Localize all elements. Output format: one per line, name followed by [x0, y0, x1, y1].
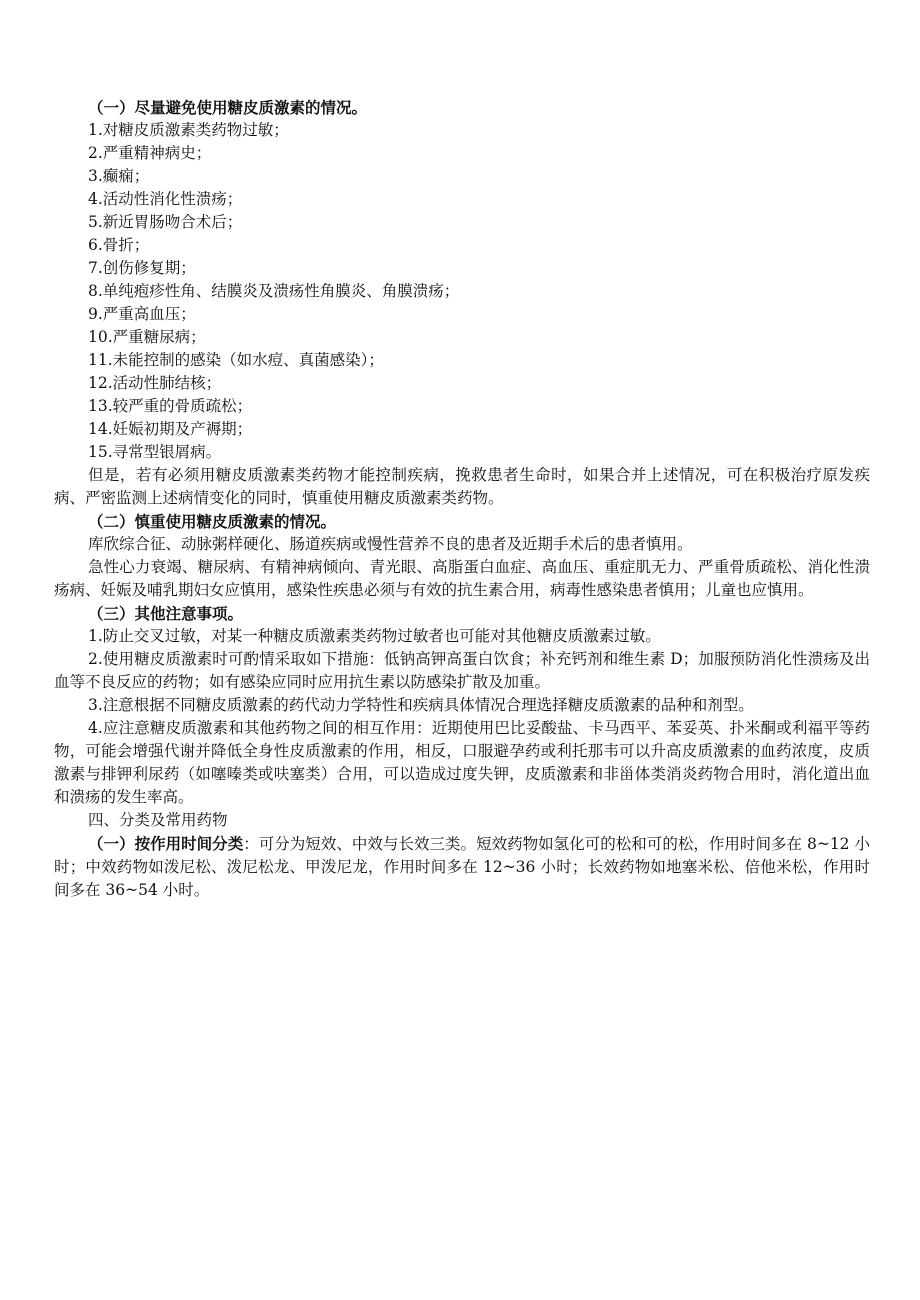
- list-item: 10.严重糖尿病；: [88, 328, 206, 346]
- list-item: 13.较严重的骨质疏松；: [88, 397, 253, 415]
- section3-paragraph: 3.注意根据不同糖皮质激素的药代动力学特性和疾病具体情况合理选择糖皮质激素的品种和剂型。: [88, 696, 754, 714]
- list-item: 4.活动性消化性溃疡；: [88, 190, 243, 208]
- section3-paragraph: 1.防止交叉过敏，对某一种糖皮质激素类药物过敏者也可能对其他糖皮质激素过敏。: [88, 627, 661, 645]
- list-item: 9.严重高血压；: [88, 305, 196, 323]
- section2-paragraph: 库欣综合征、动脉粥样硬化、肠道疾病或慢性营养不良的患者及近期手术后的患者慎用。: [88, 535, 693, 553]
- list-item: 1.对糖皮质激素类药物过敏；: [88, 121, 289, 139]
- section3-paragraph: 4.应注意糖皮质激素和其他药物之间的相互作用：近期使用巴比妥酸盐、卡马西平、苯妥英、扑米酮或利福平等药物，可能会增强代谢并降低全身性皮质激素的作用，相反，口服避孕药或利托那韦可以升高皮质激素的血药浓度，皮质激素与排钾利尿药（如噻嗪类或呋塞类）合用，可以造成过度失钾，皮质激素和非甾体类消炎药物合用时，消化道出血和溃疡的发生率高。: [54, 719, 870, 806]
- list-item: 14.妊娠初期及产褥期；: [88, 420, 253, 438]
- section1-note: 但是，若有必须用糖皮质激素类药物才能控制疾病，挽救患者生命时，如果合并上述情况，可在积极治疗原发疾病、严密监测上述病情变化的同时，慎重使用糖皮质激素类药物。: [54, 466, 870, 507]
- list-item: 5.新近胃肠吻合术后；: [88, 213, 243, 231]
- section4-paragraph: [54, 832, 870, 902]
- list-item: 11.未能控制的感染（如水痘、真菌感染）；: [88, 351, 384, 369]
- list-item: 8.单纯疱疹性角、结膜炎及溃疡性角膜炎、角膜溃疡；: [88, 282, 460, 300]
- section2-heading: （二）慎重使用糖皮质激素的情况。: [88, 512, 337, 531]
- section3-paragraph: 2.使用糖皮质激素时可酌情采取如下措施：低钠高钾高蛋白饮食；补充钙剂和维生素 D；加服预防消化性溃疡及出血等不良反应的药物；如有感染应同时应用抗生素以防感染扩散及加重。: [54, 650, 870, 691]
- list-item: 6.骨折；: [88, 236, 150, 254]
- section4-heading: 四、分类及常用药物: [88, 811, 228, 829]
- section4-subheading: （一）按作用时间分类: [88, 834, 244, 853]
- list-item: 7.创伤修复期；: [88, 259, 196, 277]
- section3-heading: （三）其他注意事项。: [88, 604, 244, 623]
- list-item: 3.癫痫；: [88, 167, 150, 185]
- list-item: 15.寻常型银屑病。: [88, 443, 222, 461]
- contraindication-list: [54, 119, 870, 464]
- section2-paragraph: 急性心力衰竭、糖尿病、有精神病倾向、青光眼、高脂蛋白血症、高血压、重症肌无力、严重骨质疏松、消化性溃疡病、妊娠及哺乳期妇女应慎用，感染性疾患必须与有效的抗生素合用，病毒性感染患者慎用；儿童也应慎用。: [54, 558, 870, 599]
- section1-heading: （一）尽量避免使用糖皮质激素的情况。: [88, 98, 368, 117]
- section4-text: ：可分为短效、中效与长效三类。短效药物如氢化可的松和可的松，作用时间多在 8~12 小时；中效药物如泼尼松、泼尼松龙、甲泼尼龙，作用时间多在 12~36 小时；长效药物如地塞米松、倍他米松，作用时间多在 36~54 小时。: [54, 835, 870, 899]
- list-item: 2.严重精神病史；: [88, 144, 212, 162]
- document-body: [54, 96, 870, 902]
- list-item: 12.活动性肺结核；: [88, 374, 222, 392]
